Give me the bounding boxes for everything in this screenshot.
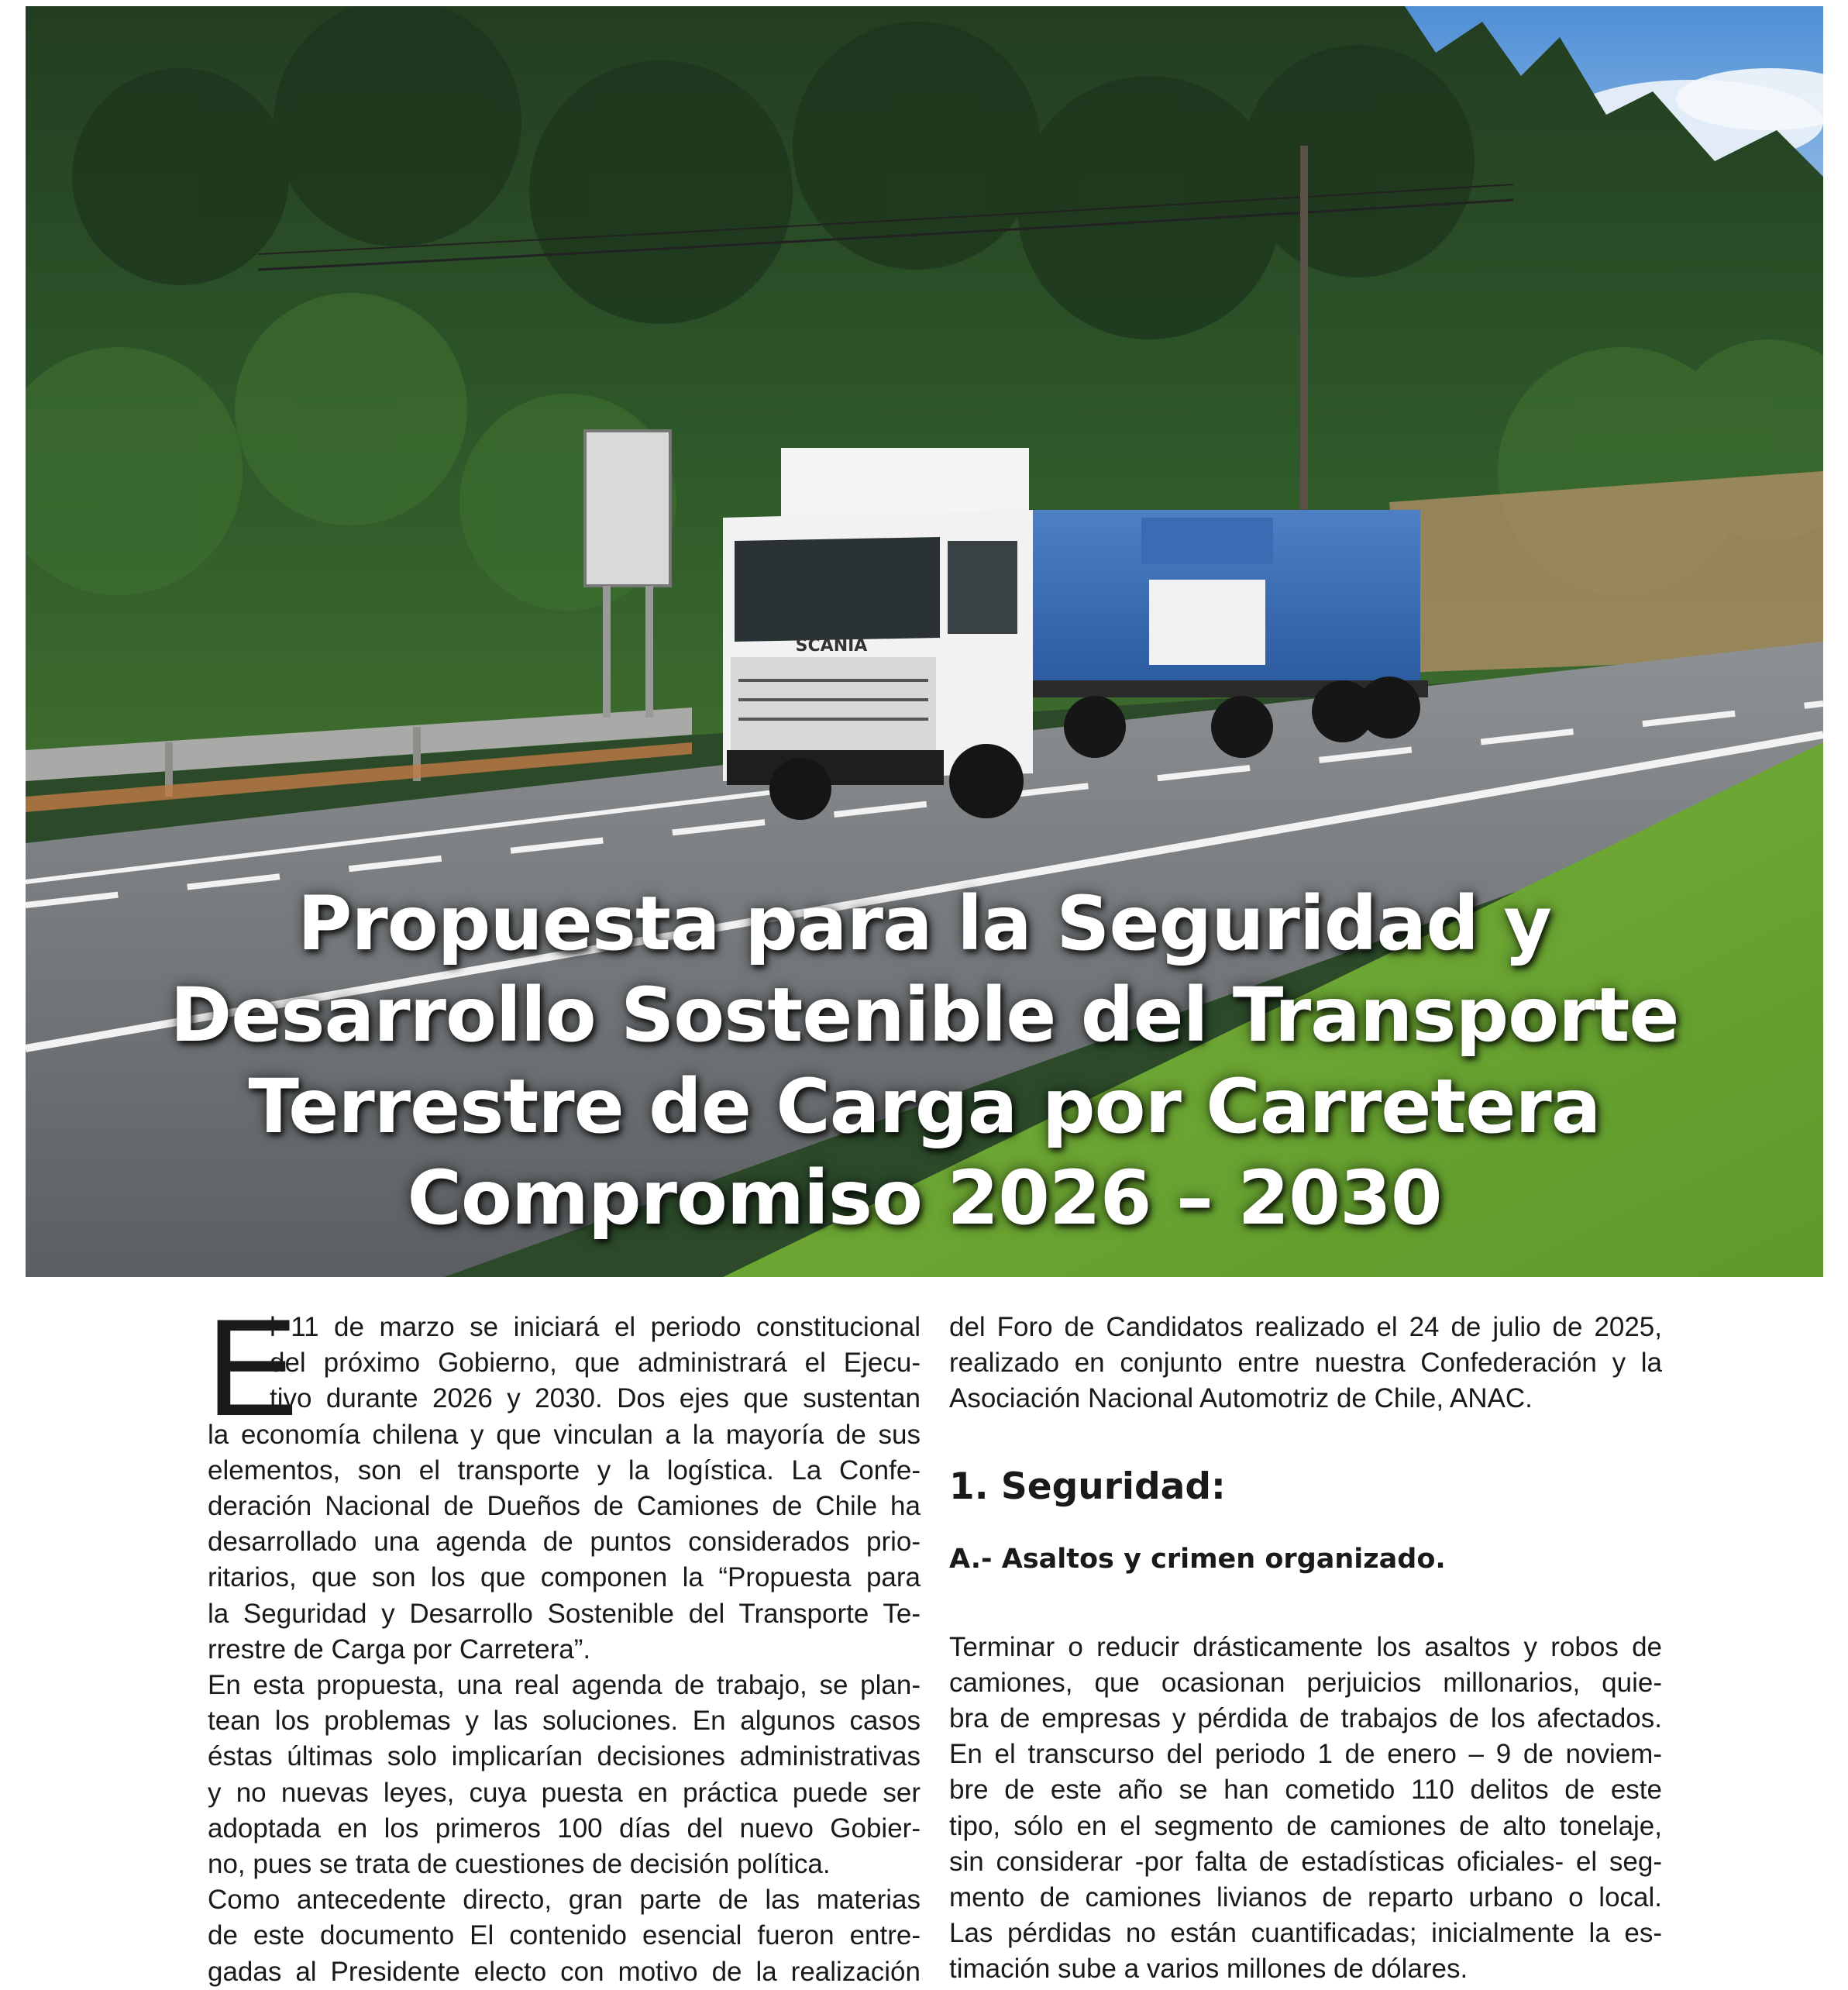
text-line: camiones, que ocasionan perjuicios millonarios, quie- xyxy=(949,1667,1662,1698)
article-right-column xyxy=(949,1310,1662,1988)
headline-line-2: Desarrollo Sostenible del Transporte xyxy=(170,972,1679,1059)
text-line: En esta propuesta, una real agenda de trabajo, se plan- xyxy=(208,1670,921,1701)
text-line: rrestre de Carga por Carretera”. xyxy=(208,1634,591,1665)
subsection-heading: A.- Asaltos y crimen organizado. xyxy=(949,1543,1446,1575)
text-line: realizado en conjunto entre nuestra Confederación y la xyxy=(949,1348,1662,1379)
text-line: bre de este año se han cometido 110 delitos de este xyxy=(949,1775,1662,1806)
text-line: éstas últimas solo implicarían decisiones administrativas xyxy=(208,1741,921,1772)
text-line: En el transcurso del periodo 1 de enero – 9 de noviem- xyxy=(949,1739,1662,1770)
text-line: Como antecedente directo, gran parte de las materias xyxy=(208,1885,921,1916)
text-line: tean los problemas y las soluciones. En algunos casos xyxy=(208,1706,921,1737)
text-line: la Seguridad y Desarrollo Sostenible del Transporte Te- xyxy=(208,1598,921,1629)
headline-line-1: Propuesta para la Seguridad y xyxy=(298,880,1551,967)
text-line: ritarios, que son los que componen la “Propuesta para xyxy=(208,1562,921,1593)
drop-cap: E xyxy=(206,1290,298,1444)
text-line: l 11 de marzo se iniciará el periodo constitucional xyxy=(270,1312,921,1342)
text-line: timación sube a varios millones de dólares. xyxy=(949,1954,1468,1985)
text-line: Terminar o reducir drásticamente los asaltos y robos de xyxy=(949,1631,1662,1662)
text-line: adoptada en los primeros 100 días del nuevo Gobier- xyxy=(208,1813,921,1844)
text-line: gadas al Presidente electo con motivo de la realización xyxy=(208,1956,921,1987)
section-heading: 1. Seguridad: xyxy=(949,1465,1226,1508)
article-left-column xyxy=(206,1290,921,1990)
text-line: la economía chilena y que vinculan a la mayoría de sus xyxy=(208,1419,921,1450)
text-line: sin considerar -por falta de estadísticas oficiales- el seg- xyxy=(949,1846,1662,1877)
text-line: desarrollado una agenda de puntos considerados prio- xyxy=(208,1527,921,1558)
text-line: del próximo Gobierno, que administrará el Ejecu- xyxy=(270,1348,921,1379)
text-line: mento de camiones livianos de reparto urbano o local. xyxy=(949,1882,1662,1913)
hero-photo xyxy=(26,6,1823,1277)
text-line: no, pues se trata de cuestiones de decisión política. xyxy=(208,1849,831,1880)
headline-line-4: Compromiso 2026 – 2030 xyxy=(407,1155,1442,1241)
text-line: tipo, sólo en el segmento de camiones de alto tonelaje, xyxy=(949,1810,1662,1841)
text-line: tivo durante 2026 y 2030. Dos ejes que sustentan xyxy=(270,1383,921,1414)
truck-brand-text: SCANIA xyxy=(795,636,868,656)
headline-line-3: Terrestre de Carga por Carretera xyxy=(248,1063,1601,1150)
text-line: deración Nacional de Dueños de Camiones de Chile ha xyxy=(208,1491,921,1522)
text-line: de este documento El contenido esencial fueron entre- xyxy=(208,1920,921,1951)
text-line: del Foro de Candidatos realizado el 24 de julio de 2025, xyxy=(949,1312,1662,1342)
text-line: y no nuevas leyes, cuya puesta en práctica puede ser xyxy=(208,1777,921,1808)
text-line: Las pérdidas no están cuantificadas; inicialmente la es- xyxy=(949,1918,1662,1949)
text-line: Asociación Nacional Automotriz de Chile, ANAC. xyxy=(949,1383,1533,1414)
text-line: elementos, son el transporte y la logística. La Confe- xyxy=(208,1455,921,1486)
headline xyxy=(26,878,1823,1244)
text-line: bra de empresas y pérdida de trabajos de los afectados. xyxy=(949,1703,1662,1734)
